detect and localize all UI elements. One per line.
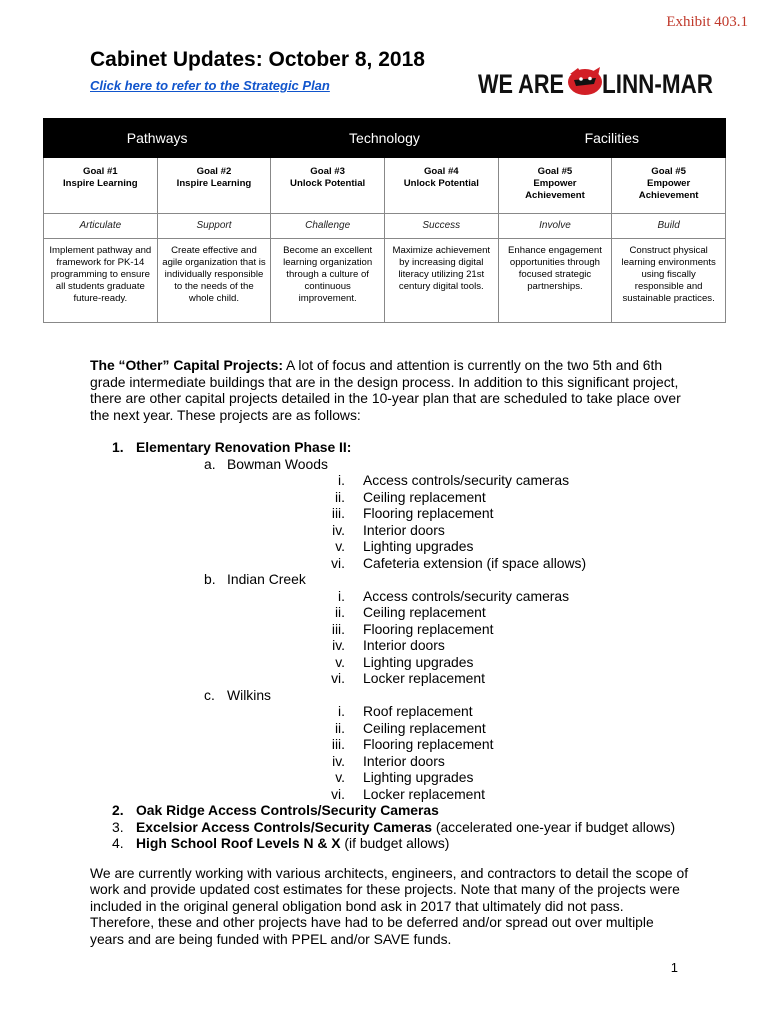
description-cell: Maximize achievement by increasing digital literacy utilizing 21st century digital tools. xyxy=(384,239,498,323)
keyword-cell: Support xyxy=(157,214,271,239)
task-item: v. Lighting upgrades xyxy=(335,538,474,554)
description-cell: Create effective and agile organization that is individually responsible to the needs of the whole child. xyxy=(157,239,271,323)
goal-name: Empower Achievement xyxy=(525,178,585,201)
description-cell: Enhance engagement opportunities through focused strategic partnerships. xyxy=(498,239,612,323)
school-item: a. Bowman Woods i. Access controls/security cameras ii. Ceiling replacement iii. Flooring replacement iv. Interior doors v. Lighting upgrades vi. Cafeteria extension (if space allows) xyxy=(136,456,690,572)
goal-number: Goal #5 xyxy=(651,166,686,177)
project-title: Oak Ridge Access Controls/Security Cameras xyxy=(136,802,439,818)
task-item: ii. Ceiling replacement xyxy=(334,488,486,505)
header-technology: Technology xyxy=(271,119,498,158)
description-cell: Implement pathway and framework for PK-14 programming to ensure all students graduate future-ready. xyxy=(44,239,158,323)
project-title: Elementary Renovation Phase II: xyxy=(136,439,352,455)
project-note: (accelerated one-year if budget allows) xyxy=(431,818,676,835)
school-name: Indian Creek xyxy=(227,571,306,587)
project-number: 1. xyxy=(112,439,124,455)
goal-cell xyxy=(157,158,271,214)
school-item: b. Indian Creek i. Access controls/security cameras ii. Ceiling replacement iii. Flooring replacement iv. Interior doors v. Lighting upgrades vi. Locker replacement xyxy=(136,571,690,687)
goal-cell xyxy=(44,158,158,214)
task-item: i. Access controls/security cameras xyxy=(338,472,570,488)
task-item: v. Lighting upgrades xyxy=(335,653,474,670)
intro-paragraph xyxy=(90,357,690,423)
task-list xyxy=(227,588,690,687)
task-item: iii. Flooring replacement xyxy=(331,620,494,637)
school-name: Wilkins xyxy=(227,686,271,703)
logo-text-left: WE ARE xyxy=(478,69,564,99)
keyword-cell: Build xyxy=(612,214,726,239)
goal-cell xyxy=(498,158,612,214)
task-item: iv. Interior doors xyxy=(332,637,445,653)
task-list xyxy=(227,703,690,802)
task-item: iii. Flooring replacement xyxy=(331,736,494,752)
goal-cell xyxy=(384,158,498,214)
strategic-plan-link[interactable]: Click here to refer to the Strategic Plan xyxy=(90,78,330,93)
header-facilities: Facilities xyxy=(498,119,725,158)
project-item: 3. Excelsior Access Controls/Security Cameras (accelerated one-year if budget allows) xyxy=(112,818,676,835)
task-item: ii. Ceiling replacement xyxy=(334,604,486,620)
goal-number: Goal #1 xyxy=(82,166,118,177)
project-item xyxy=(90,439,690,802)
description-cell: Become an excellent learning organization through a culture of continuous improvement. xyxy=(271,239,385,323)
goal-number: Goal #2 xyxy=(196,166,232,177)
keywords-row xyxy=(44,214,726,239)
intro-text: A lot of focus and attention is currently on the two 5th and 6th grade intermediate buildings that are in the design process. In addition to this significant project, there are other capital projects detailed in the 10-year plan that are scheduled to take place over the next year. These projects are as follows: xyxy=(90,357,681,423)
goal-number: Goal #3 xyxy=(310,166,345,177)
goal-cell xyxy=(271,158,385,214)
school-list xyxy=(136,456,690,803)
header-pathways: Pathways xyxy=(44,119,271,158)
goal-name: Inspire Learning xyxy=(176,178,252,189)
keyword-cell: Challenge xyxy=(271,214,385,239)
task-item: iii. Flooring replacement xyxy=(331,505,494,521)
goal-name: Empower Achievement xyxy=(638,178,699,201)
goal-number: Goal #4 xyxy=(423,166,459,177)
keyword-cell: Articulate xyxy=(44,214,158,239)
descriptions-row xyxy=(44,239,726,323)
project-note: (if budget allows) xyxy=(340,835,450,851)
exhibit-label: Exhibit 403.1 xyxy=(666,14,748,30)
projects-list xyxy=(90,439,690,852)
strategic-plan-table xyxy=(43,118,726,323)
project-title: Excelsior Access Controls/Security Cameras xyxy=(136,818,432,835)
goals-row xyxy=(44,158,726,214)
page-number: 1 xyxy=(670,960,678,975)
goal-name: Unlock Potential xyxy=(403,178,479,189)
logo-text-right: LINN-MAR xyxy=(602,69,713,99)
task-item: vi. Cafeteria extension (if space allows) xyxy=(331,554,587,571)
task-item: i. Access controls/security cameras xyxy=(338,587,570,604)
school-item: c. Wilkins i. Roof replacement ii. Ceiling replacement iii. Flooring replacement iv. Interior doors v. Lighting upgrades vi. Locker replacement xyxy=(136,687,690,803)
goal-number: Goal #5 xyxy=(537,166,573,177)
goal-name: Inspire Learning xyxy=(63,178,138,189)
task-item: v. Lighting upgrades xyxy=(335,769,474,785)
task-item: ii. Ceiling replacement xyxy=(334,719,486,736)
document-body xyxy=(90,357,690,947)
page-title: Cabinet Updates: October 8, 2018 xyxy=(90,48,425,71)
description-cell: Construct physical learning environments using fiscally responsible and sustainable practices. xyxy=(612,239,726,323)
task-item: vi. Locker replacement xyxy=(331,785,485,802)
intro-lead: The “Other” Capital Projects: xyxy=(90,357,283,373)
goal-cell xyxy=(612,158,726,214)
task-item: vi. Locker replacement xyxy=(331,670,485,686)
closing-paragraph: We are currently working with various architects, engineers, and contractors to detail the scope of work and provide updated cost estimates for these projects. Note that many of the projects were included in the original general obligation bond ask in 2017 that ultimately did not pass. Therefore, these and other projects have had to be deferred and/or spread out over multiple years and are being funded with PPEL and/or SAVE funds. xyxy=(90,864,689,947)
keyword-cell: Success xyxy=(384,214,498,239)
task-item: iv. Interior doors xyxy=(332,752,445,769)
task-item: iv. Interior doors xyxy=(332,521,445,538)
school-name: Bowman Woods xyxy=(227,455,328,472)
task-list xyxy=(227,472,690,571)
goal-name: Unlock Potential xyxy=(290,178,366,189)
lion-mascot-icon xyxy=(568,67,602,95)
project-item: 2. Oak Ridge Access Controls/Security Cameras xyxy=(112,802,439,818)
project-title: High School Roof Levels N & X xyxy=(136,835,341,851)
task-item: i. Roof replacement xyxy=(338,703,473,719)
keyword-cell: Involve xyxy=(498,214,612,239)
project-item: 4. High School Roof Levels N & X (if budget allows) xyxy=(112,835,450,851)
linn-mar-logo xyxy=(478,64,714,100)
